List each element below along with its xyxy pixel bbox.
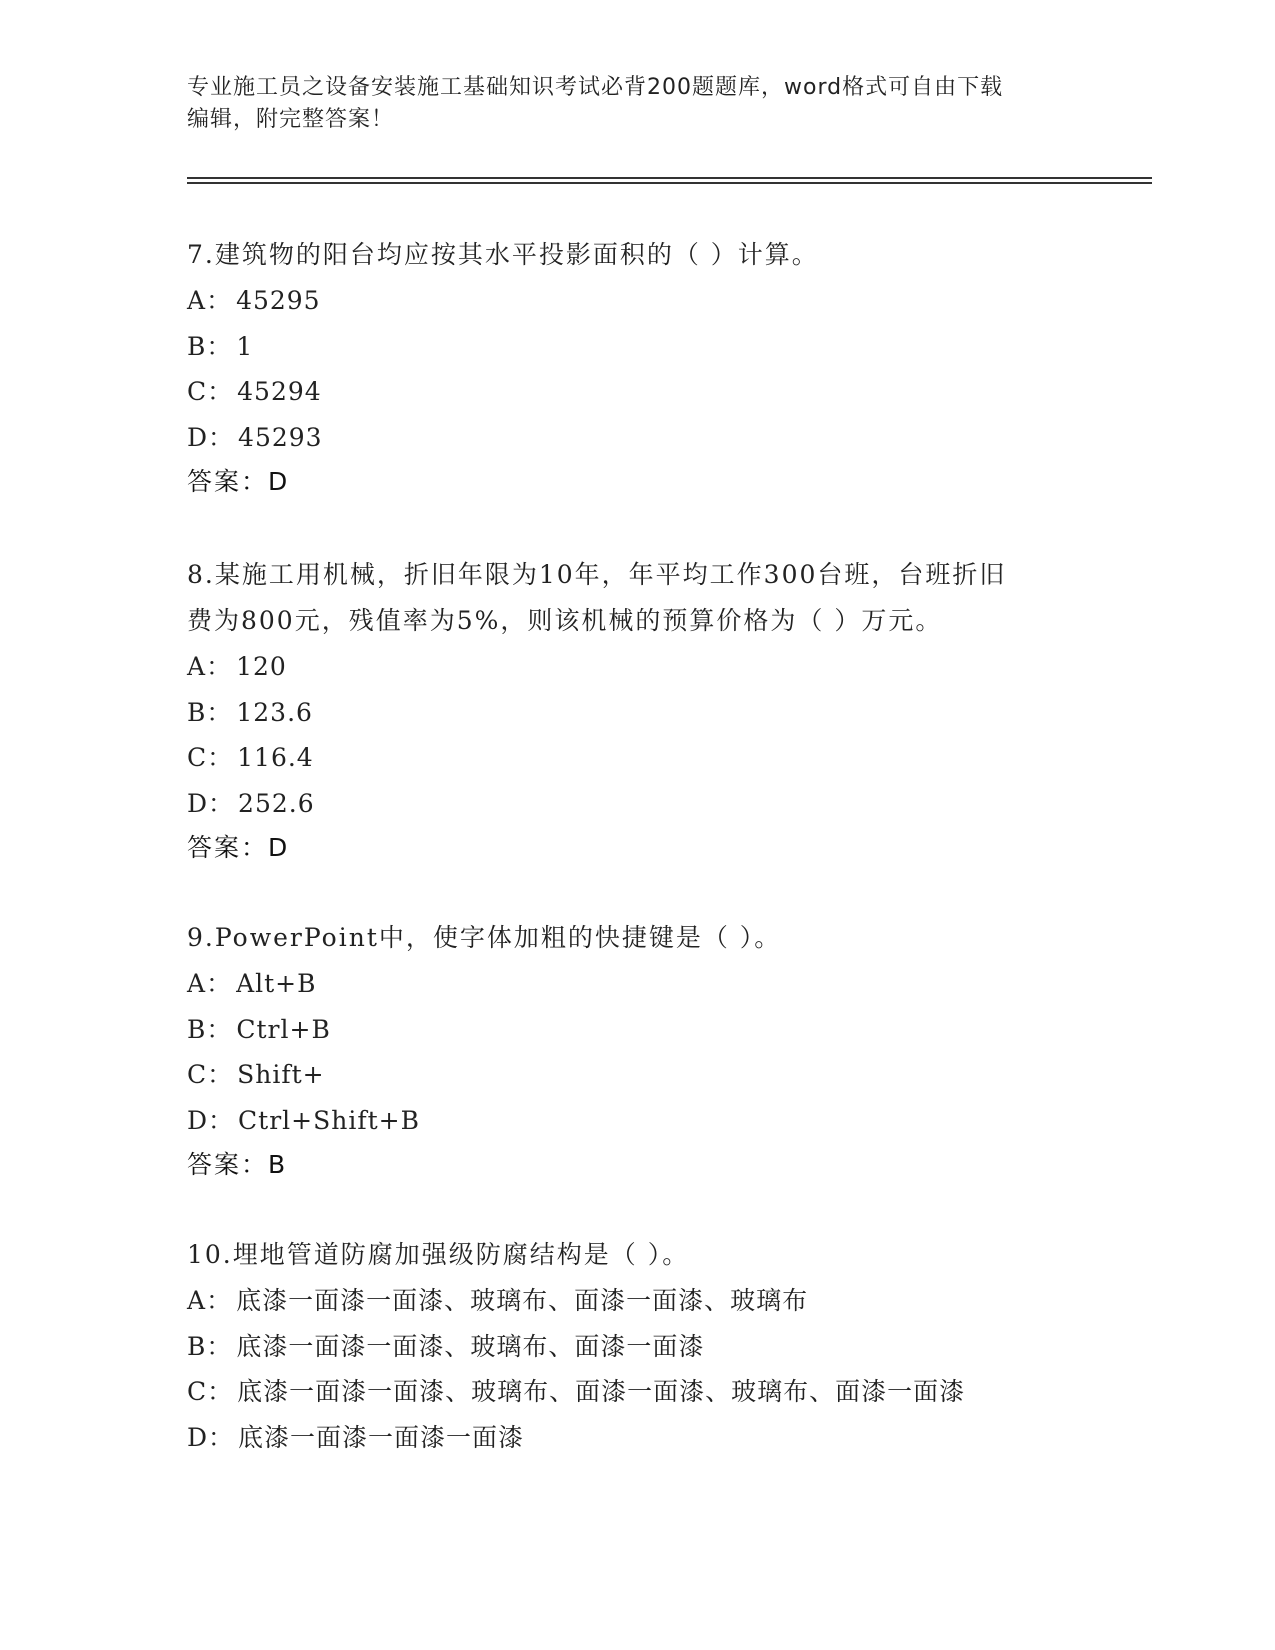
option-separator: ： xyxy=(206,1286,233,1315)
question-9 xyxy=(187,915,1087,1187)
question-stem-line-1: 8.某施工用机械，折旧年限为10年，年平均工作300台班，台班折旧 xyxy=(187,560,1007,589)
option-text: 45295 xyxy=(236,286,321,315)
option-key: A xyxy=(187,652,207,681)
option-text: 120 xyxy=(236,652,287,681)
option-separator: ： xyxy=(208,1105,235,1135)
option-a xyxy=(187,644,1087,690)
option-c xyxy=(187,735,1087,781)
option-d xyxy=(187,1098,1087,1144)
option-text: Shift+ xyxy=(237,1060,325,1089)
option-text: 1 xyxy=(236,331,254,361)
option-key: C xyxy=(187,377,208,406)
option-separator: ： xyxy=(207,377,234,406)
option-key: D xyxy=(187,1422,209,1452)
option-separator: ： xyxy=(206,331,233,361)
option-separator: ： xyxy=(206,1331,233,1361)
option-separator: ： xyxy=(208,1422,235,1452)
option-separator: ： xyxy=(207,1377,234,1406)
option-separator: ： xyxy=(206,652,233,681)
header-line-2: 编辑，附完整答案！ xyxy=(187,107,395,132)
option-b xyxy=(187,1007,1087,1053)
question-stem: 9.PowerPoint中，使字体加粗的快捷键是（ ）。 xyxy=(187,923,782,952)
question-stem: 7.建筑物的阳台均应按其水平投影面积的（ ）计算。 xyxy=(187,240,819,269)
header-line-1: 专业施工员之设备安装施工基础知识考试必背200题题库，word格式可自由下载 xyxy=(187,75,1004,100)
option-text: 底漆一面漆一面漆一面漆 xyxy=(238,1422,525,1452)
option-key: B xyxy=(187,1014,207,1044)
option-key: A xyxy=(187,286,207,315)
option-d xyxy=(187,781,1087,827)
option-text: 45293 xyxy=(238,422,323,452)
option-d xyxy=(187,415,1087,461)
option-text: 底漆一面漆一面漆、玻璃布、面漆一面漆、玻璃布 xyxy=(236,1286,809,1315)
option-separator: ： xyxy=(206,697,233,727)
option-separator: ： xyxy=(207,1060,234,1089)
option-key: B xyxy=(187,697,207,727)
question-7 xyxy=(187,232,1087,504)
option-key: D xyxy=(187,1105,209,1135)
answer-line: 答案：B xyxy=(187,1150,288,1179)
answer-line: 答案：D xyxy=(187,467,290,496)
option-key: C xyxy=(187,1377,208,1406)
option-a xyxy=(187,278,1087,324)
option-key: B xyxy=(187,331,207,361)
option-c xyxy=(187,369,1087,415)
option-c xyxy=(187,1369,1087,1415)
question-10 xyxy=(187,1232,1087,1460)
option-text: 底漆一面漆一面漆、玻璃布、面漆一面漆、玻璃布、面漆一面漆 xyxy=(237,1377,966,1406)
option-separator: ： xyxy=(207,743,234,772)
option-b xyxy=(187,324,1087,370)
option-key: D xyxy=(187,422,209,452)
header-divider-bottom xyxy=(187,182,1152,184)
option-key: A xyxy=(187,1286,207,1315)
option-separator: ： xyxy=(208,422,235,452)
option-separator: ： xyxy=(208,788,235,818)
header-divider-top xyxy=(187,177,1152,179)
option-text: Ctrl+B xyxy=(236,1014,331,1044)
option-key: C xyxy=(187,1060,208,1089)
option-text: 45294 xyxy=(237,377,322,406)
option-a xyxy=(187,961,1087,1007)
option-c xyxy=(187,1052,1087,1098)
option-text: 252.6 xyxy=(238,788,315,818)
option-key: A xyxy=(187,969,207,998)
option-key: D xyxy=(187,788,209,818)
option-separator: ： xyxy=(206,969,233,998)
option-b xyxy=(187,1324,1087,1370)
option-text: 123.6 xyxy=(236,697,313,727)
option-text: 116.4 xyxy=(237,743,314,772)
option-a xyxy=(187,1278,1087,1324)
option-key: B xyxy=(187,1331,207,1361)
option-d xyxy=(187,1415,1087,1461)
question-stem-line-2: 费为800元，残值率为5%，则该机械的预算价格为（ ）万元。 xyxy=(187,606,943,635)
question-stem: 10.埋地管道防腐加强级防腐结构是（ ）。 xyxy=(187,1240,690,1269)
option-b xyxy=(187,690,1087,736)
option-separator: ： xyxy=(206,1014,233,1044)
option-text: 底漆一面漆一面漆、玻璃布、面漆一面漆 xyxy=(236,1331,705,1361)
answer-line: 答案：D xyxy=(187,833,290,862)
question-8 xyxy=(187,552,1087,870)
option-key: C xyxy=(187,743,208,772)
option-text: Ctrl+Shift+B xyxy=(238,1105,420,1135)
option-separator: ： xyxy=(206,286,233,315)
option-text: Alt+B xyxy=(236,969,317,998)
document-header xyxy=(187,72,1087,136)
